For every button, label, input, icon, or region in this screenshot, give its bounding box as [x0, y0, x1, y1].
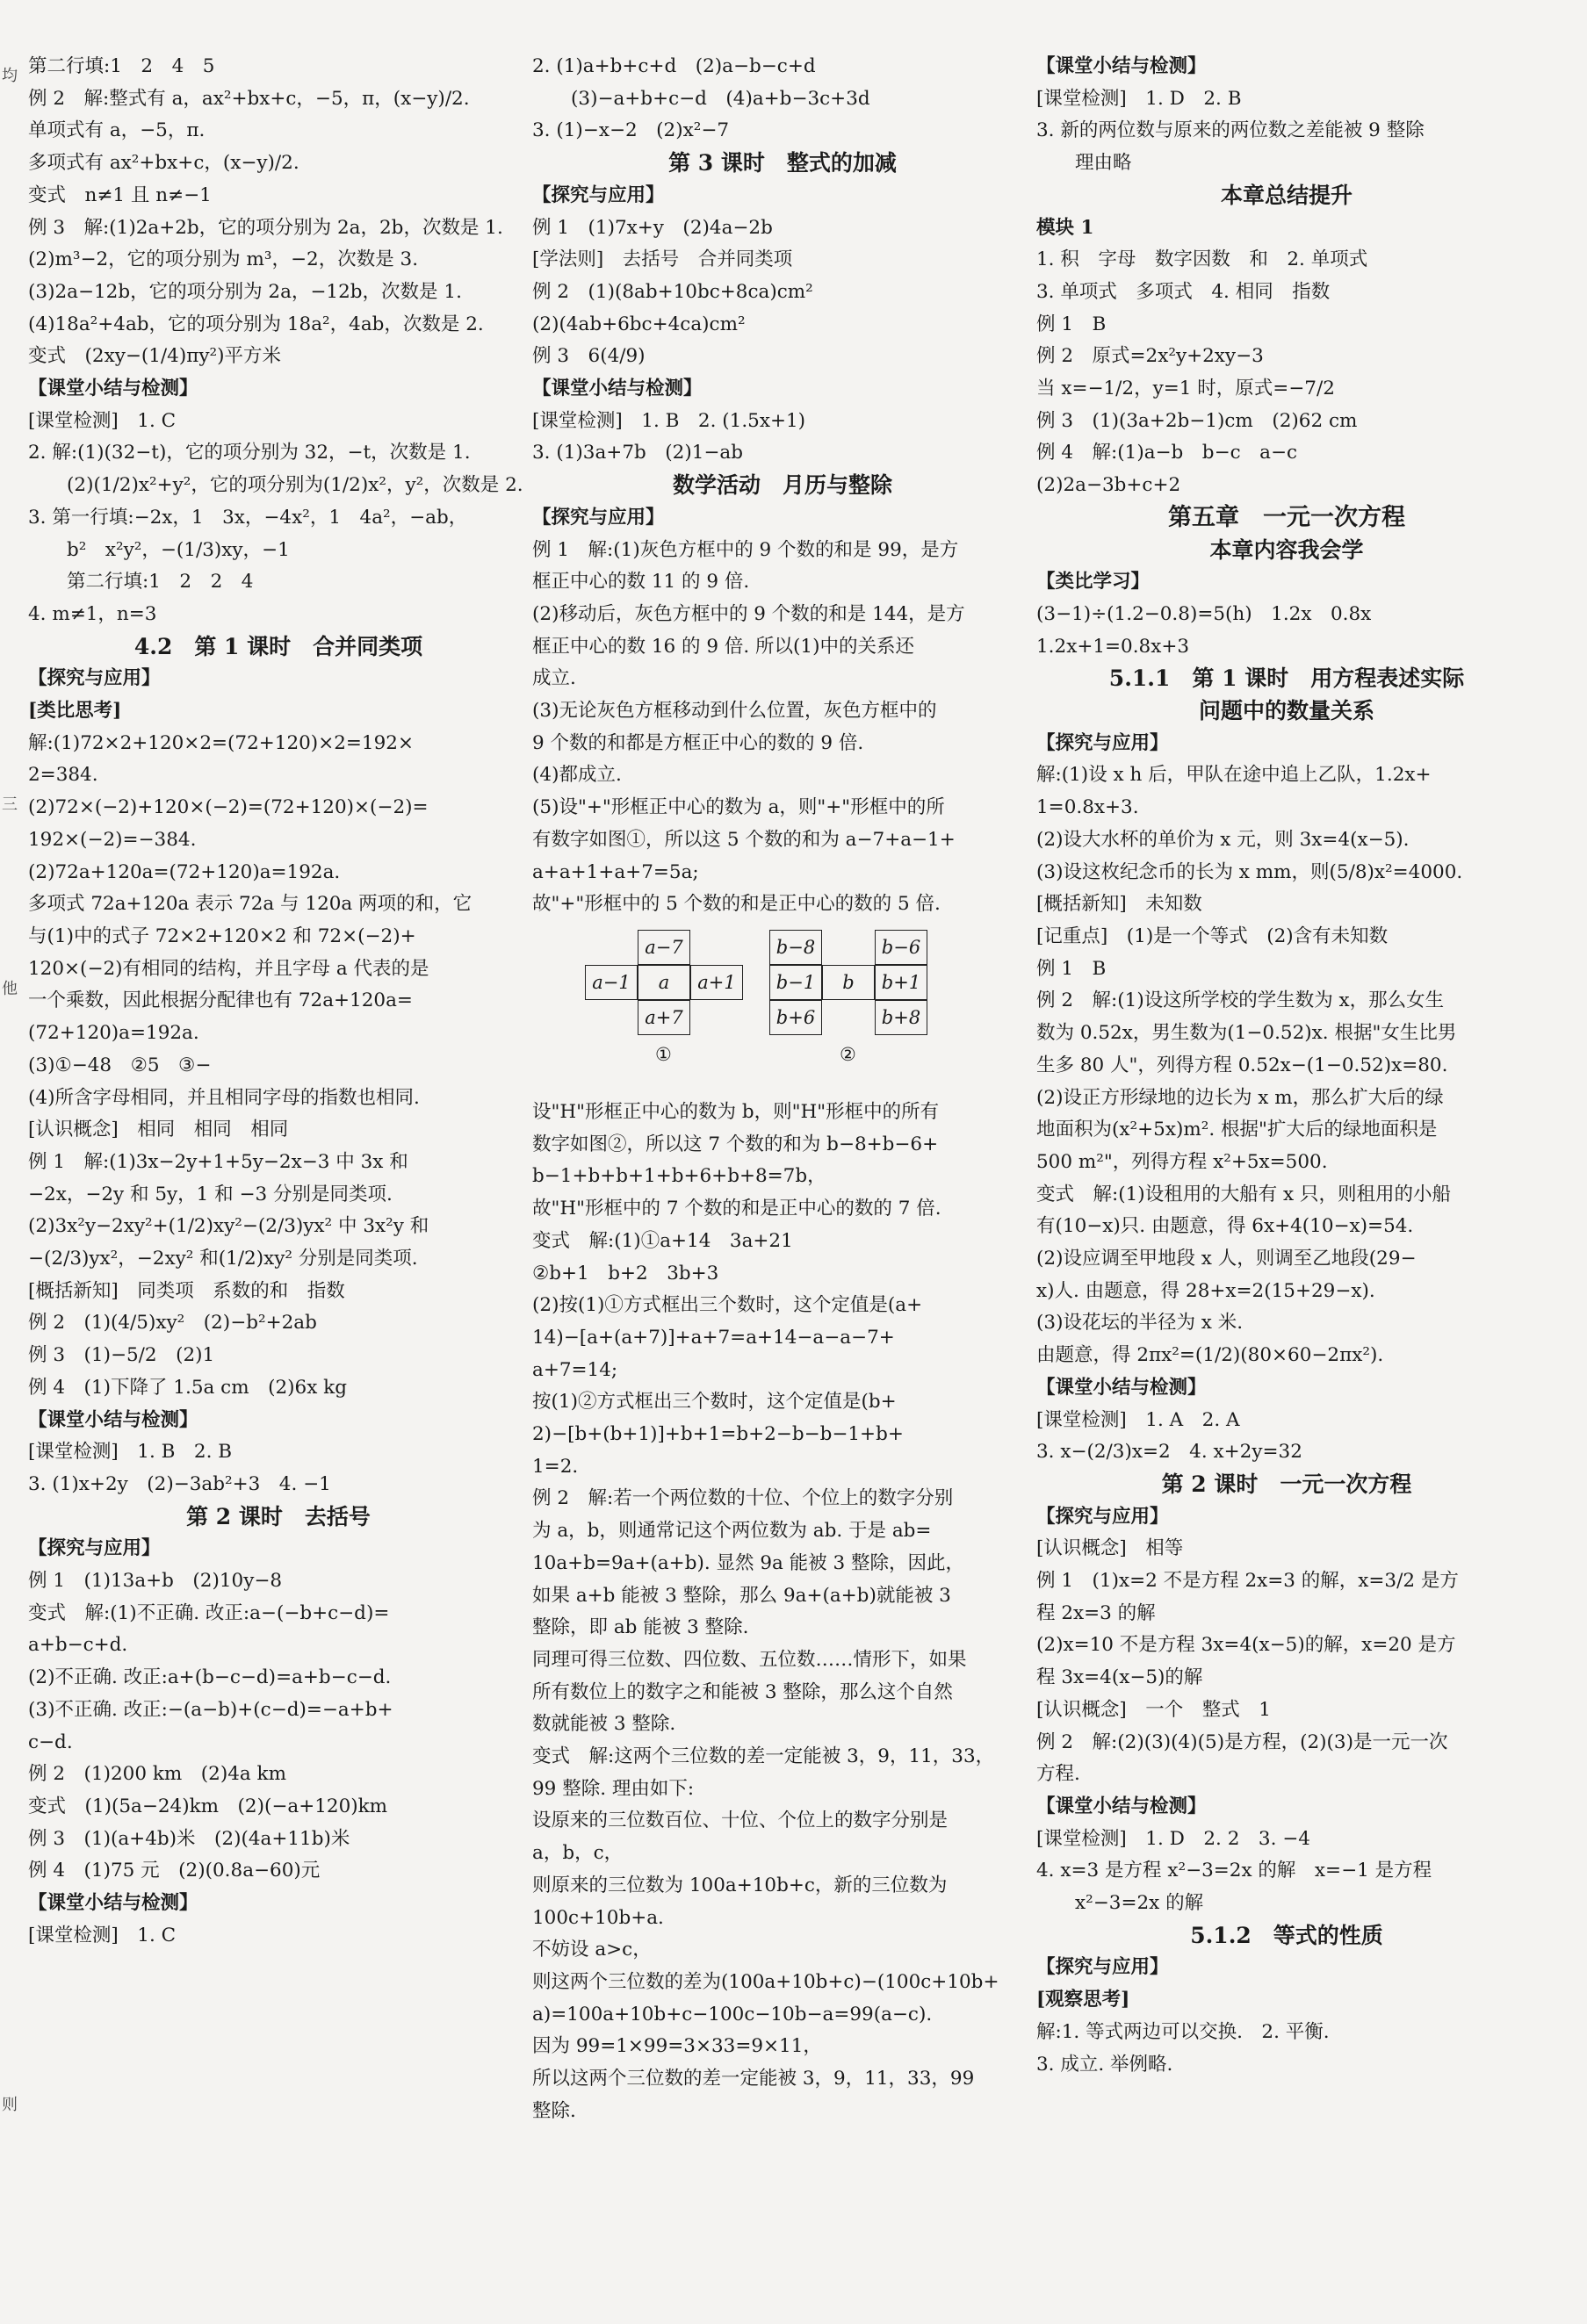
- section-heading: 第 2 课时 一元一次方程: [1161, 1471, 1412, 1497]
- text-line: −2x，−2y 和 5y，1 和 −3 分别是同类项.: [28, 1183, 393, 1205]
- text-line: [课堂检测] 1. C: [28, 409, 177, 432]
- column-middle: [532, 51, 1033, 2127]
- text-line: 3. 单项式 多项式 4. 相同 指数: [1036, 280, 1331, 303]
- figure-label-2: ②: [840, 1043, 856, 1065]
- section-label: 【课堂小结与检测】: [532, 378, 703, 400]
- text-line: (2)设大水杯的单价为 x 元，则 3x=4(x−5).: [1036, 828, 1410, 851]
- text-line: 数为 0.52x，男生数为(1−0.52)x. 根据"女生比男: [1036, 1022, 1457, 1045]
- text-line: 数字如图②，所以这 7 个数的和为 b−8+b−6+: [532, 1133, 939, 1155]
- text-line: 1.2x+1=0.8x+3: [1036, 635, 1190, 658]
- section-label: 【课堂小结与检测】: [1036, 55, 1207, 77]
- calendar-frames-figure: [532, 921, 1033, 1097]
- text-line: 同理可得三位数、四位数、五位数……情形下，如果: [532, 1648, 967, 1671]
- text-line: 由题意，得 2πx²=(1/2)(80×60−2πx²).: [1036, 1344, 1384, 1367]
- text-line: 2. 解:(1)(32−t)，它的项分别为 32，−t，次数是 1.: [28, 442, 471, 464]
- text-line: (2)(1/2)x²+y²，它的项分别为(1/2)x²，y²，次数是 2.: [67, 474, 523, 497]
- text-line: 例 1 解:(1)灰色方框中的 9 个数的和是 99，是方: [532, 538, 959, 561]
- text-line: (3)−a+b+c−d (4)a+b−3c+3d: [571, 87, 870, 110]
- text-line: 因为 99=1×99=3×33=9×11，: [532, 2035, 822, 2058]
- text-line: 例 2 (1)(8ab+10bc+8ca)cm²: [532, 280, 813, 303]
- section-label: 【探究与应用】: [532, 506, 665, 529]
- section-label: [观察思考]: [1036, 1989, 1130, 2011]
- text-line: 1=0.8x+3.: [1036, 796, 1139, 819]
- text-line: (2)m³−2，它的项分别为 m³，−2，次数是 3.: [28, 248, 419, 271]
- text-line: [课堂检测] 1. B 2. (1.5x+1): [532, 409, 806, 432]
- text-line: 变式 (1)(5a−24)km (2)(−a+120)km: [28, 1795, 388, 1817]
- text-line: 成立.: [532, 667, 576, 690]
- text-line: (4)都成立.: [532, 764, 622, 787]
- text-line: [学法则] 去括号 合并同类项: [532, 248, 793, 271]
- text-line: x)人. 由题意，得 28+x=2(15+29−x).: [1036, 1279, 1375, 1302]
- plus-cell-left: a−1: [585, 965, 638, 1000]
- text-line: 1. 积 字母 数字因数 和 2. 单项式: [1036, 248, 1368, 271]
- text-line: 例 3 解:(1)2a+2b，它的项分别为 2a，2b，次数是 1.: [28, 216, 503, 239]
- section-label: 【探究与应用】: [532, 183, 665, 206]
- text-line: 有(10−x)只. 由题意，得 6x+4(10−x)=54.: [1036, 1215, 1414, 1238]
- text-line: 例 2 解:(2)(3)(4)(5)是方程，(2)(3)是一元一次: [1036, 1730, 1448, 1753]
- text-line: 120×(−2)有相同的结构，并且字母 a 代表的是: [28, 957, 429, 980]
- text-line: 192×(−2)=−384.: [28, 828, 197, 851]
- text-line: [概括新知] 同类项 系数的和 指数: [28, 1279, 345, 1302]
- text-line: (2)移动后，灰色方框中的 9 个数的和是 144，是方: [532, 602, 965, 625]
- text-line: 4. m≠1，n=3: [28, 602, 157, 625]
- text-line: 所有数位上的数字之和能被 3 整除，那么这个自然: [532, 1680, 953, 1703]
- text-line: 例 2 解:(1)设这所学校的学生数为 x，那么女生: [1036, 989, 1445, 1012]
- text-line: 与(1)中的式子 72×2+120×2 和 72×(−2)+: [28, 925, 416, 947]
- text-line: (2)(4ab+6bc+4ca)cm²: [532, 313, 746, 335]
- text-line: 解:1. 等式两边可以交换. 2. 平衡.: [1036, 2020, 1330, 2043]
- text-line: 100c+10b+a.: [532, 1906, 664, 1929]
- text-line: 整除.: [532, 2099, 576, 2122]
- text-line: 例 4 (1)75 元 (2)(0.8a−60)元: [28, 1860, 321, 1882]
- text-line: 当 x=−1/2，y=1 时，原式=−7/2: [1036, 378, 1335, 400]
- text-line: (2)3x²y−2xy²+(1/2)xy²−(2/3)yx² 中 3x²y 和: [28, 1215, 429, 1238]
- text-line: x²−3=2x 的解: [1075, 1892, 1204, 1915]
- section-heading: 本章总结提升: [1220, 182, 1353, 208]
- text-line: 则这两个三位数的差为(100a+10b+c)−(100c+10b+: [532, 1970, 999, 1993]
- text-line: (2)72×(−2)+120×(−2)=(72+120)×(−2)=: [28, 796, 429, 819]
- text-line: 多项式 72a+120a 表示 72a 与 120a 两项的和，它: [28, 893, 472, 916]
- text-line: 14)−[a+(a+7)]+a+7=a+14−a−a−7+: [532, 1326, 895, 1349]
- text-line: a，b，c，: [532, 1842, 624, 1865]
- section-label: 【探究与应用】: [1036, 1956, 1169, 1979]
- text-line: (3)2a−12b，它的项分别为 2a，−12b，次数是 1.: [28, 280, 462, 303]
- text-line: 例 3 6(4/9): [532, 345, 646, 368]
- plus-cell-right: a+1: [690, 965, 743, 1000]
- h-cell-left-1: b−8: [769, 930, 822, 965]
- text-line: 方程.: [1036, 1763, 1080, 1786]
- text-line: 变式 解:(1)不正确. 改正:a−(−b+c−d)=: [28, 1601, 390, 1624]
- section-label: 【课堂小结与检测】: [28, 1408, 198, 1431]
- text-line: (72+120)a=192a.: [28, 1022, 199, 1045]
- text-line: 例 2 (1)200 km (2)4a km: [28, 1763, 286, 1786]
- text-line: 3. x−(2/3)x=2 4. x+2y=32: [1036, 1441, 1302, 1464]
- text-line: (3)设这枚纪念币的长为 x mm，则(5/8)x²=4000.: [1036, 860, 1463, 883]
- margin-mark-3: 他: [2, 980, 18, 998]
- text-line: (3)设花坛的半径为 x 米.: [1036, 1312, 1244, 1335]
- text-line: a)=100a+10b+c−100c−10b−a=99(a−c).: [532, 2003, 933, 2025]
- text-line: (2)x=10 不是方程 3x=4(x−5)的解，x=20 是方: [1036, 1634, 1456, 1657]
- section-heading: 本章内容我会学: [1209, 536, 1364, 563]
- text-line: 2)−[b+(b+1)]+b+1=b+2−b−b−1+b+: [532, 1423, 904, 1446]
- text-line: 如果 a+b 能被 3 整除，那么 9a+(a+b)就能被 3: [532, 1584, 951, 1607]
- text-line: 例 3 (1)(3a+2b−1)cm (2)62 cm: [1036, 409, 1358, 432]
- text-line: 1=2.: [532, 1455, 579, 1478]
- text-line: 程 2x=3 的解: [1036, 1601, 1156, 1624]
- h-cell-right-2: b+1: [875, 965, 927, 1000]
- text-line: 设原来的三位数百位、十位、个位上的数字分别是: [532, 1810, 949, 1832]
- text-line: 所以这两个三位数的差一定能被 3，9，11，33，99: [532, 2068, 975, 2090]
- text-line: 例 3 (1)(a+4b)米 (2)(4a+11b)米: [28, 1827, 350, 1850]
- text-line: (2)72a+120a=(72+120)a=192a.: [28, 860, 341, 883]
- text-line: 地面积为(x²+5x)m². 根据"扩大后的绿地面积是: [1036, 1119, 1438, 1141]
- text-line: 变式 (2xy−(1/4)πy²)平方米: [28, 345, 282, 368]
- margin-mark-1: 均: [2, 67, 18, 85]
- section-label: 【课堂小结与检测】: [28, 1892, 198, 1915]
- text-line: 数就能被 3 整除.: [532, 1713, 676, 1736]
- section-heading: 问题中的数量关系: [1198, 698, 1374, 724]
- text-line: (3)①−48 ②5 ③−: [28, 1054, 212, 1076]
- section-label: 【课堂小结与检测】: [1036, 1795, 1207, 1817]
- text-line: 例 1 B: [1036, 957, 1107, 980]
- text-line: 程 3x=4(x−5)的解: [1036, 1666, 1203, 1689]
- text-line: [认识概念] 相同 相同 相同: [28, 1119, 289, 1141]
- section-label: 模块 1: [1036, 216, 1094, 239]
- text-line: (4)所含字母相同，并且相同字母的指数也相同.: [28, 1086, 420, 1109]
- section-label: 【类比学习】: [1036, 571, 1151, 594]
- text-line: 解:(1)设 x h 后，甲队在途中追上乙队，1.2x+: [1036, 764, 1432, 787]
- plus-cell-top: a−7: [638, 930, 690, 965]
- text-line: 解:(1)72×2+120×2=(72+120)×2=192×: [28, 731, 414, 754]
- text-line: [课堂检测] 1. B 2. B: [28, 1441, 233, 1464]
- text-line: 3. 成立. 举例略.: [1036, 2053, 1173, 2076]
- text-line: 2=384.: [28, 764, 98, 787]
- text-line: 例 3 (1)−5/2 (2)1: [28, 1344, 215, 1367]
- text-line: [课堂检测] 1. A 2. A: [1036, 1408, 1240, 1431]
- h-cell-left-3: b+6: [769, 1000, 822, 1035]
- text-line: 3. 新的两位数与原来的两位数之差能被 9 整除: [1036, 119, 1425, 142]
- text-line: a+a+1+a+7=5a;: [532, 860, 699, 883]
- text-line: [概括新知] 未知数: [1036, 893, 1202, 916]
- section-heading: 第 3 课时 整式的加减: [668, 150, 897, 176]
- section-label: 【探究与应用】: [1036, 1505, 1169, 1528]
- text-line: 3. (1)x+2y (2)−3ab²+3 4. −1: [28, 1472, 331, 1495]
- text-line: 变式 解:(1)设租用的大船有 x 只，则租用的小船: [1036, 1183, 1451, 1205]
- h-cell-center: b: [822, 965, 875, 1000]
- section-label: 【课堂小结与检测】: [28, 378, 198, 400]
- margin-mark-4: 则: [2, 2096, 18, 2114]
- text-line: 例 1 (1)x=2 不是方程 2x=3 的解，x=3/2 是方: [1036, 1570, 1459, 1593]
- section-heading: 第 2 课时 去括号: [186, 1503, 371, 1529]
- text-line: 故"+"形框中的 5 个数的和是正中心的数的 5 倍.: [532, 893, 941, 916]
- text-line: 不妨设 a>c，: [532, 1939, 652, 1961]
- text-line: −(2/3)yx²，−2xy² 和(1/2)xy² 分别是同类项.: [28, 1248, 418, 1270]
- text-line: 一个乘数，因此根据分配律也有 72a+120a=: [28, 989, 413, 1012]
- text-line: (2)2a−3b+c+2: [1036, 474, 1181, 497]
- text-line: 10a+b=9a+(a+b). 显然 9a 能被 3 整除，因此，: [532, 1551, 965, 1574]
- figure-label-1: ①: [655, 1043, 672, 1065]
- text-line: 例 2 解:若一个两位数的十位、个位上的数字分别: [532, 1487, 954, 1510]
- text-line: a+7=14;: [532, 1358, 618, 1381]
- section-heading: 第五章 一元一次方程: [1168, 503, 1405, 531]
- section-label: [类比思考]: [28, 700, 122, 723]
- text-line: 3. (1)−x−2 (2)x²−7: [532, 119, 730, 142]
- text-line: [记重点] (1)是一个等式 (2)含有未知数: [1036, 925, 1389, 947]
- section-label: 【探究与应用】: [28, 1537, 161, 1560]
- text-line: 变式 解:(1)①a+14 3a+21: [532, 1229, 793, 1252]
- text-line: (2)按(1)①方式框出三个数时，这个定值是(a+: [532, 1294, 923, 1317]
- section-heading: 数学活动 月历与整除: [672, 472, 892, 499]
- text-line: 整除，即 ab 能被 3 整除.: [532, 1616, 749, 1639]
- text-line: 单项式有 a，−5，π.: [28, 119, 206, 142]
- text-line: 设"H"形框正中心的数为 b，则"H"形框中的所有: [532, 1100, 940, 1123]
- h-cell-right-1: b−6: [875, 930, 927, 965]
- text-line: 第二行填:1 2 2 4: [67, 571, 254, 594]
- plus-cell-bottom: a+7: [638, 1000, 690, 1035]
- h-cell-right-3: b+8: [875, 1000, 927, 1035]
- text-line: (4)18a²+4ab，它的项分别为 18a²，4ab，次数是 2.: [28, 313, 484, 335]
- column-left: [28, 51, 529, 1952]
- section-heading: 5.1.1 第 1 课时 用方程表述实际: [1108, 666, 1465, 692]
- text-line: 变式 n≠1 且 n≠−1: [28, 183, 212, 206]
- text-line: b² x²y²，−(1/3)xy，−1: [67, 538, 290, 561]
- text-line: 例 4 (1)下降了 1.5a cm (2)6x kg: [28, 1376, 347, 1399]
- text-line: 2. (1)a+b+c+d (2)a−b−c+d: [532, 55, 816, 77]
- text-line: 变式 解:这两个三位数的差一定能被 3，9，11，33，: [532, 1745, 995, 1768]
- text-line: 500 m²"，列得方程 x²+5x=500.: [1036, 1150, 1328, 1173]
- section-label: 【探究与应用】: [1036, 731, 1169, 754]
- section-label: 【课堂小结与检测】: [1036, 1376, 1207, 1399]
- text-line: c−d.: [28, 1730, 73, 1753]
- text-line: 9 个数的和都是方框正中心的数的 9 倍.: [532, 731, 864, 754]
- text-line: 3. 第一行填:−2x，1 3x，−4x²，1 4a²，−ab，: [28, 506, 468, 529]
- text-line: [认识概念] 相等: [1036, 1537, 1184, 1560]
- section-heading: 5.1.2 等式的性质: [1190, 1922, 1383, 1948]
- text-line: 4. x=3 是方程 x²−3=2x 的解 x=−1 是方程: [1036, 1860, 1432, 1882]
- text-line: 99 整除. 理由如下:: [532, 1777, 695, 1800]
- text-line: 故"H"形框中的 7 个数的和是正中心的数的 7 倍.: [532, 1198, 941, 1220]
- text-line: (2)设应调至甲地段 x 人，则调至乙地段(29−: [1036, 1248, 1417, 1270]
- text-line: (2)不正确. 改正:a+(b−c−d)=a+b−c−d.: [28, 1666, 392, 1689]
- section-label: 【探究与应用】: [28, 667, 161, 690]
- text-line: [课堂检测] 1. D 2. 2 3. −4: [1036, 1827, 1310, 1850]
- text-line: 生多 80 人"，列得方程 0.52x−(1−0.52)x=80.: [1036, 1054, 1448, 1076]
- text-line: 第二行填:1 2 4 5: [28, 55, 215, 77]
- text-line: 有数字如图①，所以这 5 个数的和为 a−7+a−1+: [532, 828, 956, 851]
- text-line: 例 1 解:(1)3x−2y+1+5y−2x−3 中 3x 和: [28, 1150, 408, 1173]
- text-line: ②b+1 b+2 3b+3: [532, 1262, 719, 1284]
- text-line: 框正中心的数 11 的 9 倍.: [532, 571, 750, 594]
- text-line: b−1+b+b+1+b+6+b+8=7b，: [532, 1165, 826, 1188]
- text-line: [课堂检测] 1. C: [28, 1924, 177, 1946]
- text-line: 按(1)②方式框出三个数时，这个定值是(b+: [532, 1391, 897, 1414]
- text-line: 例 1 (1)7x+y (2)4a−2b: [532, 216, 773, 239]
- margin-mark-2: 三: [2, 795, 18, 814]
- text-line: [认识概念] 一个 整式 1: [1036, 1698, 1271, 1721]
- text-line: a+b−c+d.: [28, 1634, 128, 1657]
- text-line: 3. (1)3a+7b (2)1−ab: [532, 442, 743, 464]
- text-line: 多项式有 ax²+bx+c，(x−y)/2.: [28, 152, 299, 175]
- text-line: 例 1 B: [1036, 313, 1107, 335]
- section-heading: 4.2 第 1 课时 合并同类项: [133, 633, 423, 659]
- text-line: 例 4 解:(1)a−b b−c a−c: [1036, 442, 1298, 464]
- text-line: 例 1 (1)13a+b (2)10y−8: [28, 1570, 283, 1593]
- text-line: (2)设正方形绿地的边长为 x m，那么扩大后的绿: [1036, 1086, 1444, 1109]
- text-line: (5)设"+"形框正中心的数为 a，则"+"形框中的所: [532, 796, 945, 819]
- column-right: [1036, 51, 1537, 2081]
- text-line: [课堂检测] 1. D 2. B: [1036, 87, 1242, 110]
- text-line: 例 2 解:整式有 a，ax²+bx+c，−5，π，(x−y)/2.: [28, 87, 470, 110]
- text-line: 则原来的三位数为 100a+10b+c，新的三位数为: [532, 1874, 948, 1896]
- text-line: (3)无论灰色方框移动到什么位置，灰色方框中的: [532, 700, 937, 723]
- text-line: 例 2 原式=2x²y+2xy−3: [1036, 345, 1264, 368]
- text-line: (3)不正确. 改正:−(a−b)+(c−d)=−a+b+: [28, 1698, 393, 1721]
- text-line: 框正中心的数 16 的 9 倍. 所以(1)中的关系还: [532, 635, 914, 658]
- text-line: 为 a，b，则通常记这个两位数为 ab. 于是 ab=: [532, 1520, 932, 1543]
- text-line: 例 2 (1)(4/5)xy² (2)−b²+2ab: [28, 1312, 317, 1335]
- text-line: 理由略: [1075, 152, 1132, 175]
- plus-cell-center: a: [638, 965, 690, 1000]
- h-cell-left-2: b−1: [769, 965, 822, 1000]
- text-line: (3−1)÷(1.2−0.8)=5(h) 1.2x 0.8x: [1036, 602, 1372, 625]
